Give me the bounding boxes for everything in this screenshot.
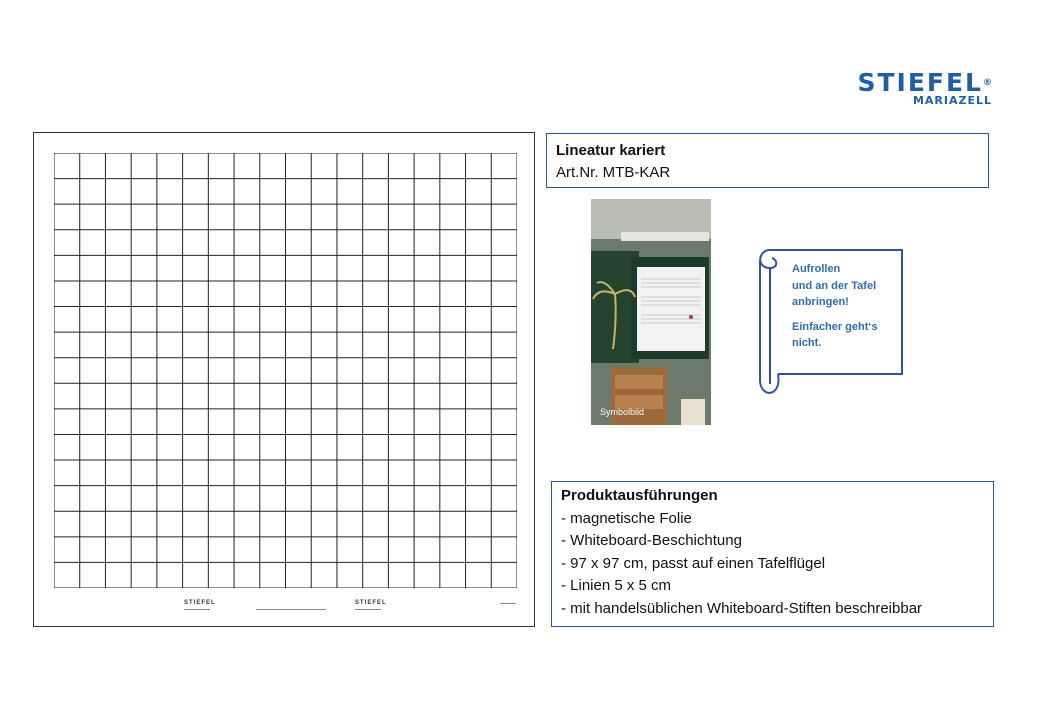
classroom-photo (591, 199, 711, 425)
sheet-footer-fineprint-left (184, 609, 210, 610)
grid-sheet-preview (33, 132, 535, 627)
sheet-footer-fineprint-center (256, 609, 326, 610)
product-variant-item: - mit handelsüblichen Whiteboard-Stiften beschreibbar (561, 599, 923, 617)
logo-sub: MARIAZELL (912, 94, 992, 107)
logo-brand-text: STIEFEL (857, 68, 983, 97)
logo-registered-mark: ® (983, 78, 992, 88)
article-number: Art.Nr. MTB-KAR (556, 164, 671, 181)
scroll-note-line5: nicht. (792, 337, 822, 349)
square-grid (54, 153, 517, 588)
classroom-photo-illustration (591, 199, 711, 425)
sheet-footer-brand-left: STIEFEL (184, 600, 216, 606)
scroll-note-line4: Einfacher geht‘s (792, 320, 878, 333)
sheet-footer-brand-right: STIEFEL (355, 600, 387, 606)
photo-caption: Symbolbild (600, 407, 645, 417)
stiefel-logo (820, 70, 992, 108)
product-title: Lineatur kariert (556, 142, 666, 159)
sheet-footer-article-number (500, 603, 516, 604)
product-info-box (546, 133, 989, 188)
scroll-note (792, 261, 902, 352)
scroll-note-line1: Aufrollen (792, 263, 841, 275)
product-variant-item: - magnetische Folie (561, 509, 692, 527)
scroll-note-line2: und an der Tafel (792, 279, 877, 292)
scroll-note-line3: anbringen! (792, 296, 849, 308)
product-variant-item: - Whiteboard-Beschichtung (561, 532, 742, 549)
product-variant-item: - 97 x 97 cm, passt auf einen Tafelflügel (561, 554, 826, 572)
product-variant-item: - Linien 5 x 5 cm (561, 577, 672, 594)
sheet-footer-fineprint-right (355, 609, 381, 610)
logo-brand (857, 70, 992, 96)
product-variants-title: Produktausführungen (561, 487, 718, 504)
product-variants-box (551, 481, 994, 627)
